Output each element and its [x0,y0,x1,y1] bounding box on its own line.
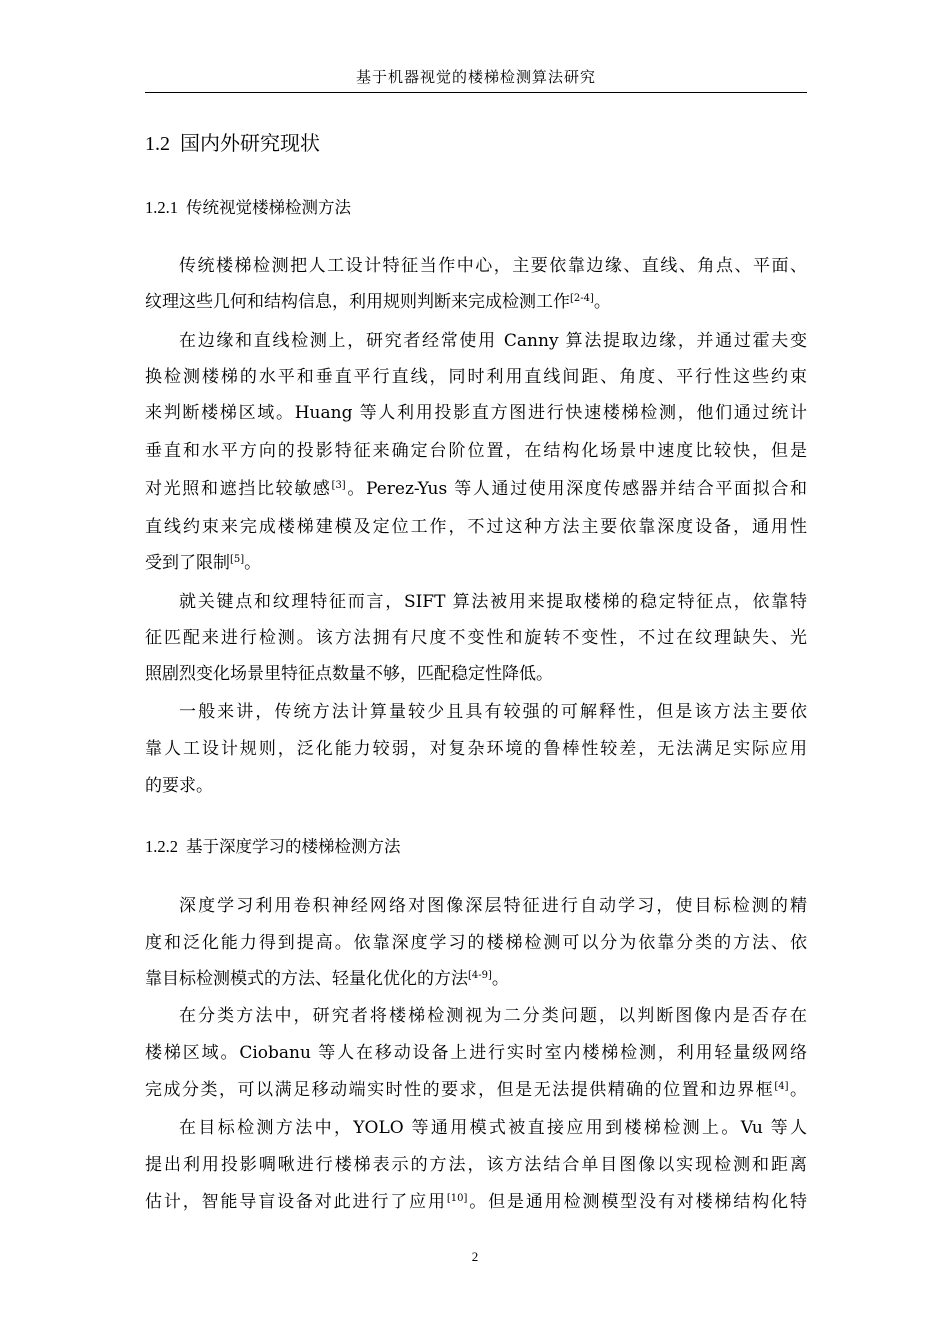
paragraph-line: 在分类方法中，研究者将楼梯检测视为二分类问题，以判断图像内是否存在 [179,1006,807,1026]
paragraph-line: 直线约束来完成楼梯建模及定位工作，不过这种方法主要依靠深度设备，通用性 [145,517,807,537]
subsection-title: 传统视觉楼梯检测方法 [186,198,351,217]
text: 纹理这些几何和结构信息，利用规则判断来完成检测工作 [145,292,570,312]
paragraph-line [145,548,807,573]
subsection-number: 1.2.2 [145,837,178,856]
paragraph-line [145,964,807,989]
paragraph-line: 就关键点和纹理特征而言，SIFT 算法被用来提取楼梯的稳定特征点，依靠特 [179,592,807,612]
paragraph-line: 靠人工设计规则，泛化能力较弱，对复杂环境的鲁棒性较差，无法满足实际应用 [145,739,807,759]
text: 对光照和遮挡比较敏感 [145,479,332,499]
paragraph-line: 提出利用投影啁啾进行楼梯表示的方法，该方法结合单目图像以实现检测和距离 [145,1155,807,1175]
paragraph-line: 换检测楼梯的水平和垂直平行直线，同时利用直线间距、角度、平行性这些约束 [145,367,807,387]
paragraph-line: 垂直和水平方向的投影特征来确定台阶位置，在结构化场景中速度比较快，但是 [145,441,807,461]
text: 。Perez-Yus 等人通过使用深度传感器并结合平面拟合和 [345,479,808,499]
paragraph-line [145,1075,807,1100]
paragraph-line: 一般来讲，传统方法计算量较少且具有较强的可解释性，但是该方法主要依 [179,702,807,722]
paragraph-line: 楼梯区域。Ciobanu 等人在移动设备上进行实时室内楼梯检测，利用轻量级网络 [145,1043,807,1063]
text: 靠目标检测模式的方法、轻量化优化的方法 [145,969,468,989]
text: 。 [593,292,611,312]
subsection-number: 1.2.1 [145,198,178,217]
page-number: 2 [471,1249,479,1264]
citation: [10] [446,1193,468,1204]
subsection-title: 基于深度学习的楼梯检测方法 [186,837,401,856]
paragraph-line [145,474,807,499]
text: 完成分类，可以满足移动端实时性的要求，但是无法提供精确的位置和边界框 [145,1080,775,1100]
text: 。 [244,553,262,573]
subsection-heading-1 [145,194,351,218]
text: 估计，智能导盲设备对此进行了应用 [145,1192,447,1212]
text: 受到了限制 [145,553,230,573]
subsection-heading-2 [145,833,401,857]
paragraph-line: 在边缘和直线检测上，研究者经常使用 Canny 算法提取边缘，并通过霍夫变 [179,331,807,351]
section-heading [145,127,320,156]
paragraph-line [145,287,807,312]
paragraph-line: 深度学习利用卷积神经网络对图像深层特征进行自动学习，使目标检测的精 [179,896,807,916]
section-title: 国内外研究现状 [180,131,320,155]
paragraph-line: 在目标检测方法中，YOLO 等通用模式被直接应用到楼梯检测上。Vu 等人 [179,1118,807,1138]
paragraph-line [145,1187,807,1212]
citation: [3] [331,480,346,491]
citation: [4-9] [468,970,492,981]
paragraph-line: 传统楼梯检测把人工设计特征当作中心，主要依靠边缘、直线、角点、平面、 [179,256,807,276]
citation: [5] [230,554,245,565]
text: 。 [788,1080,808,1100]
paragraph-line: 照剧烈变化场景里特征点数量不够，匹配稳定性降低。 [145,664,553,684]
citation: [2-4] [570,293,594,304]
paragraph-line: 来判断楼梯区域。Huang 等人利用投影直方图进行快速楼梯检测，他们通过统计 [145,403,807,423]
citation: [4] [774,1081,789,1092]
section-number: 1.2 [145,133,170,155]
text: 。但是通用检测模型没有对楼梯结构化特 [467,1192,808,1212]
text: 。 [491,969,509,989]
paragraph-line: 的要求。 [145,776,213,796]
paragraph-line: 征匹配来进行检测。该方法拥有尺度不变性和旋转不变性，不过在纹理缺失、光 [145,628,807,648]
paragraph-line: 度和泛化能力得到提高。依靠深度学习的楼梯检测可以分为依靠分类的方法、依 [145,933,807,953]
running-header: 基于机器视觉的楼梯检测算法研究 [355,68,596,86]
header-rule [145,92,807,93]
